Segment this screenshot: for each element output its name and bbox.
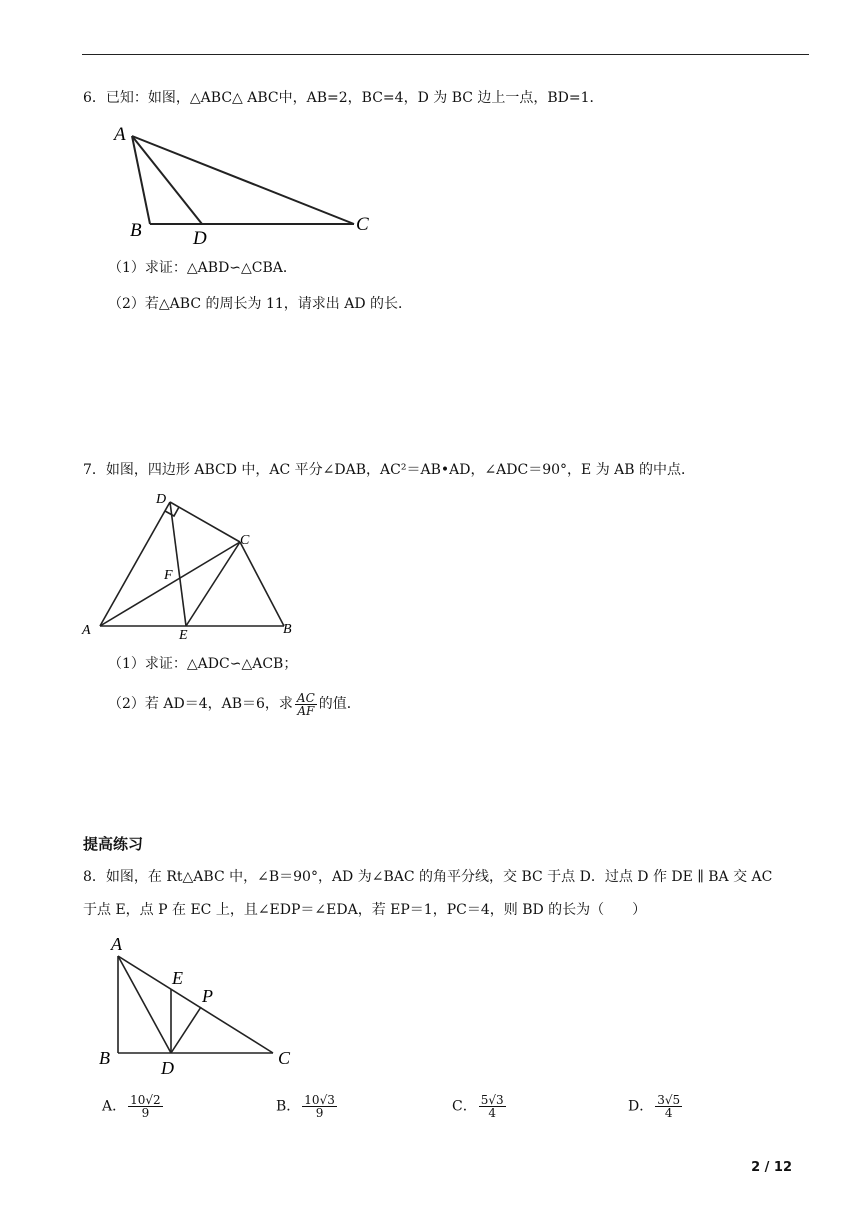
q7-label-f: F bbox=[164, 568, 173, 583]
q7-fraction-den: AF bbox=[297, 703, 315, 718]
q7-segment-ac bbox=[100, 542, 240, 626]
q7-segment-ce bbox=[186, 542, 240, 626]
q6-label-b: B bbox=[130, 220, 142, 241]
q8-option-a[interactable] bbox=[102, 1094, 165, 1119]
q8-option-c[interactable] bbox=[452, 1094, 508, 1119]
q8-option-c-fraction bbox=[479, 1094, 506, 1119]
q8-option-d[interactable] bbox=[628, 1094, 684, 1119]
q8-option-b-num: 10√3 bbox=[304, 1093, 335, 1107]
q7-sub2-prefix: （2）若 AD＝4，AB＝6，求 bbox=[108, 696, 293, 712]
q8-option-d-den: 4 bbox=[664, 1106, 673, 1120]
q7-sub1: （1）求证：△ADC∽△ACB； bbox=[108, 656, 298, 672]
q8-segment-ac bbox=[118, 956, 273, 1053]
q6-sub2: （2）若△ABC 的周长为 11，请求出 AD 的长． bbox=[108, 296, 412, 312]
section-heading: 提高练习 bbox=[83, 835, 144, 853]
q8-label-a: A bbox=[111, 934, 122, 954]
q6-label-a: A bbox=[114, 124, 126, 145]
q8-option-a-letter: A． bbox=[102, 1098, 127, 1115]
q7-sub2-suffix: 的值． bbox=[318, 696, 361, 712]
q8-option-b-den: 9 bbox=[315, 1106, 324, 1120]
q6-label-d: D bbox=[193, 228, 207, 249]
q8-label-d: D bbox=[161, 1058, 174, 1078]
q8-stem-line2: 于点 E，点 P 在 EC 上，且∠EDP＝∠EDA，若 EP＝1，PC＝4，则 BD 的长为（ ） bbox=[83, 902, 647, 918]
q8-option-c-letter: C． bbox=[452, 1098, 477, 1115]
header-rule bbox=[82, 54, 809, 55]
q8-label-c: C bbox=[278, 1048, 291, 1068]
q8-option-c-den: 4 bbox=[488, 1106, 496, 1120]
q7-figure bbox=[78, 490, 308, 645]
q8-option-a-fraction bbox=[128, 1094, 163, 1119]
q8-label-e: E bbox=[172, 968, 183, 988]
q6-segment-ac bbox=[132, 136, 354, 224]
q7-segment-de bbox=[170, 502, 186, 626]
q7-fraction-num: AC bbox=[296, 690, 315, 705]
q8-segment-dp bbox=[171, 1007, 201, 1053]
q6-segment-ab bbox=[132, 136, 150, 224]
q8-option-a-den: 9 bbox=[141, 1106, 150, 1120]
q8-option-b-letter: B． bbox=[276, 1098, 301, 1115]
q8-option-d-fraction bbox=[655, 1094, 682, 1119]
q8-label-p: P bbox=[202, 986, 213, 1006]
q7-segment-cb bbox=[240, 542, 284, 626]
q8-option-b-fraction bbox=[302, 1094, 337, 1119]
q7-label-c: C bbox=[240, 533, 250, 548]
q6-sub1: （1）求证：△ABD∽△CBA． bbox=[108, 260, 297, 276]
q6-stem: 6．已知：如图，△ABC△ ABC中，AB=2，BC=4，D 为 BC 边上一点，BD=1． bbox=[83, 90, 604, 106]
q7-label-d: D bbox=[156, 492, 167, 507]
q8-figure bbox=[95, 932, 305, 1080]
q7-segment-ad bbox=[100, 502, 170, 626]
q8-option-b[interactable] bbox=[276, 1094, 339, 1119]
q8-option-d-num: 3√5 bbox=[657, 1093, 681, 1107]
q7-label-b: B bbox=[283, 622, 292, 637]
q7-stem: 7．如图，四边形 ABCD 中，AC 平分∠DAB，AC²＝AB•AD，∠ADC＝90°，E 为 AB 的中点． bbox=[83, 462, 696, 478]
q8-label-b: B bbox=[99, 1048, 110, 1068]
q7-sub2 bbox=[108, 690, 361, 718]
q7-label-e: E bbox=[179, 628, 188, 643]
q8-option-d-letter: D． bbox=[628, 1098, 654, 1115]
q8-stem-line1: 8．如图，在 Rt△ABC 中，∠B＝90°，AD 为∠BAC 的角平分线，交 BC 于点 D．过点 D 作 DE ∥ BA 交 AC bbox=[83, 869, 773, 885]
q8-segment-ad bbox=[118, 956, 171, 1053]
q7-label-a: A bbox=[82, 623, 91, 638]
page-number: 2 / 12 bbox=[751, 1160, 792, 1175]
q8-option-c-num: 5√3 bbox=[480, 1093, 504, 1107]
q6-label-c: C bbox=[356, 214, 369, 235]
q7-fraction bbox=[295, 692, 317, 717]
q6-figure bbox=[110, 120, 380, 250]
q8-option-a-num: 10√2 bbox=[130, 1093, 161, 1107]
q7-segment-dc bbox=[170, 502, 240, 542]
